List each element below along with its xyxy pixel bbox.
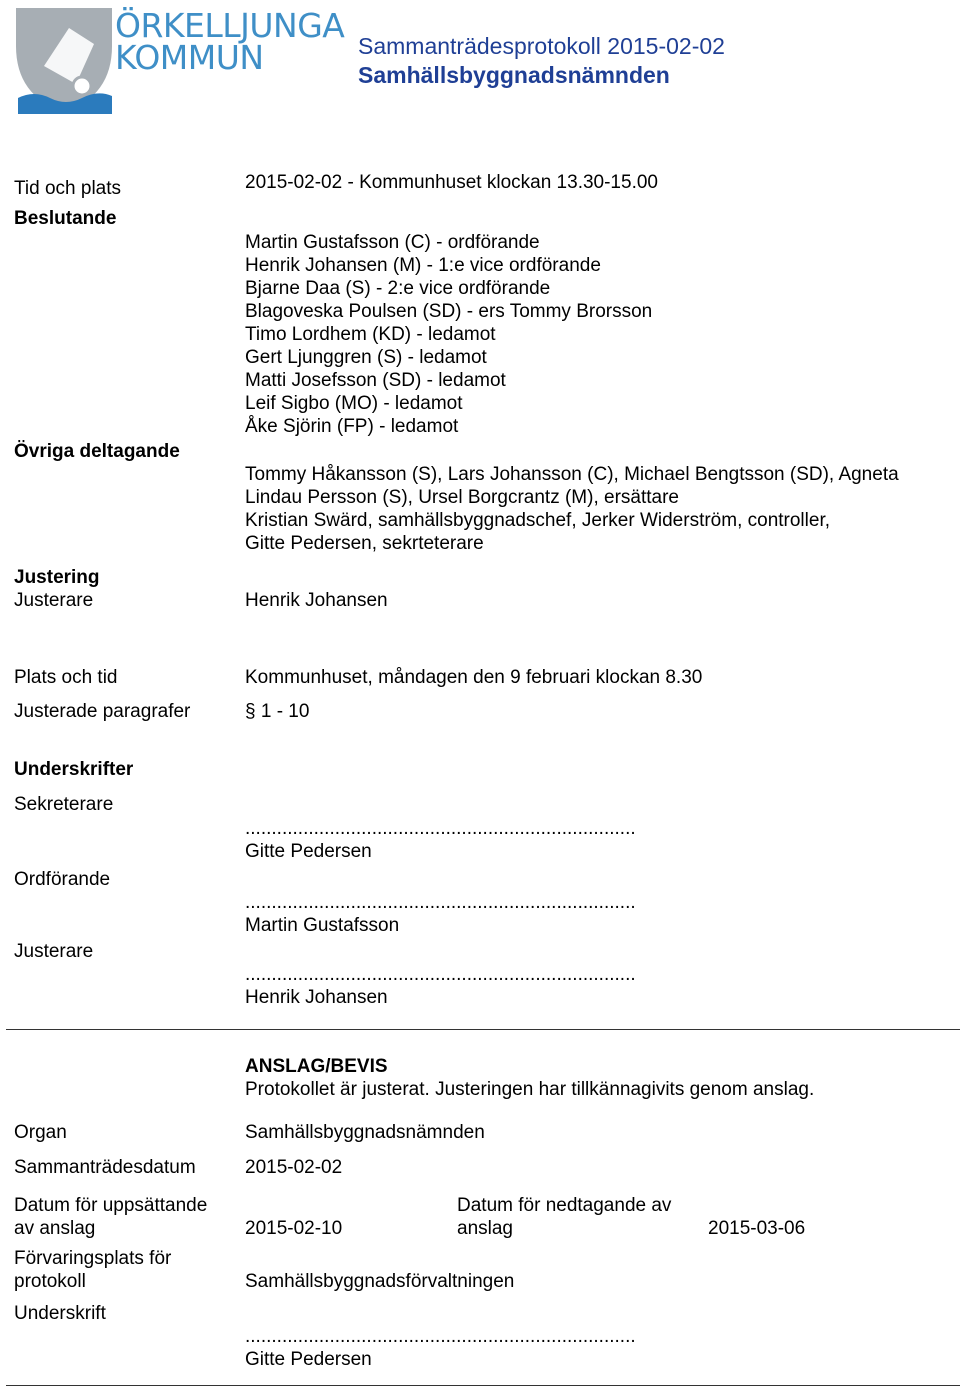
- municipality-logo: [14, 6, 114, 114]
- removed-value: 2015-03-06: [708, 1218, 806, 1239]
- chair-name: Martin Gustafsson: [245, 915, 400, 936]
- paragraphs-value: § 1 - 10: [245, 701, 310, 722]
- place-time-label: Plats och tid: [14, 667, 118, 688]
- member-line: Henrik Johansen (M) - 1:e vice ordförande: [245, 255, 601, 276]
- time-place-value: 2015-02-02 - Kommunhuset klockan 13.30-15.00: [245, 172, 658, 193]
- organ-value: Samhällsbyggnadsnämnden: [245, 1122, 485, 1143]
- section-divider: [6, 1029, 960, 1030]
- others-list: [245, 463, 899, 555]
- posted-label-2: av anslag: [14, 1218, 96, 1239]
- signature-line: ..........................................................................: [245, 964, 636, 985]
- adjust-label: Justering: [14, 567, 100, 588]
- secretary-label: Sekreterare: [14, 794, 114, 815]
- removed-label-2: anslag: [457, 1218, 513, 1239]
- chair-label: Ordförande: [14, 869, 111, 890]
- others-line: Lindau Persson (S), Ursel Borgcrantz (M), ersättare: [245, 487, 679, 508]
- storage-label-2: protokoll: [14, 1271, 86, 1292]
- org-name-line-2: KOMMUN: [115, 38, 264, 77]
- paragraphs-label: Justerade paragrafer: [14, 701, 191, 722]
- member-line: Åke Sjörin (FP) - ledamot: [245, 416, 459, 437]
- member-line: Gert Ljunggren (S) - ledamot: [245, 347, 487, 368]
- adjuster-label: Justerare: [14, 590, 94, 611]
- signatures-heading: Underskrifter: [14, 759, 134, 780]
- member-line: Bjarne Daa (S) - 2:e vice ordförande: [245, 278, 551, 299]
- place-time-value: Kommunhuset, måndagen den 9 februari klockan 8.30: [245, 667, 703, 688]
- bell-clapper: [73, 77, 91, 95]
- notice-heading: ANSLAG/BEVIS: [245, 1056, 388, 1077]
- member-line: Martin Gustafsson (C) - ordförande: [245, 232, 540, 253]
- storage-label-1: Förvaringsplats för: [14, 1248, 172, 1269]
- time-place-label: Tid och plats: [14, 178, 122, 199]
- meeting-date-label: Sammanträdesdatum: [14, 1157, 196, 1178]
- notice-statement: Protokollet är justerat. Justeringen har tillkännagivits genom anslag.: [245, 1079, 815, 1100]
- others-label: Övriga deltagande: [14, 441, 180, 462]
- removed-label-1: Datum för nedtagande av: [457, 1195, 672, 1216]
- others-line: Kristian Swärd, samhällsbyggnadschef, Jerker Widerström, controller,: [245, 510, 831, 531]
- signature-label: Underskrift: [14, 1303, 106, 1324]
- decision-members-list: [245, 231, 652, 438]
- sign-adjuster-name: Henrik Johansen: [245, 987, 388, 1008]
- signature-name: Gitte Pedersen: [245, 1349, 372, 1370]
- decision-label: Beslutande: [14, 208, 117, 229]
- adjuster-value: Henrik Johansen: [245, 590, 388, 611]
- signature-line: ..........................................................................: [245, 1326, 636, 1347]
- member-line: Timo Lordhem (KD) - ledamot: [245, 324, 496, 345]
- others-line: Tommy Håkansson (S), Lars Johansson (C), Michael Bengtsson (SD), Agneta: [245, 464, 899, 485]
- document-subtitle: Samhällsbyggnadsnämnden: [358, 62, 670, 88]
- org-name: [115, 6, 345, 77]
- posted-value: 2015-02-10: [245, 1218, 343, 1239]
- organ-label: Organ: [14, 1122, 67, 1143]
- secretary-name: Gitte Pedersen: [245, 841, 372, 862]
- signature-line: ..........................................................................: [245, 892, 636, 913]
- signature-line: ..........................................................................: [245, 818, 636, 839]
- sign-adjuster-label: Justerare: [14, 941, 94, 962]
- member-line: Blagoveska Poulsen (SD) - ers Tommy Brorsson: [245, 301, 653, 322]
- bottom-divider: [6, 1385, 960, 1386]
- member-line: Leif Sigbo (MO) - ledamot: [245, 393, 463, 414]
- others-line: Gitte Pedersen, sekrteterare: [245, 533, 484, 554]
- meeting-date-value: 2015-02-02: [245, 1157, 343, 1178]
- member-line: Matti Josefsson (SD) - ledamot: [245, 370, 506, 391]
- org-name-line-1: ÖRKELLJUNGA: [115, 6, 345, 45]
- posted-label-1: Datum för uppsättande: [14, 1195, 208, 1216]
- storage-value: Samhällsbyggnadsförvaltningen: [245, 1271, 515, 1292]
- document-title: Sammanträdesprotokoll 2015-02-02: [358, 33, 725, 59]
